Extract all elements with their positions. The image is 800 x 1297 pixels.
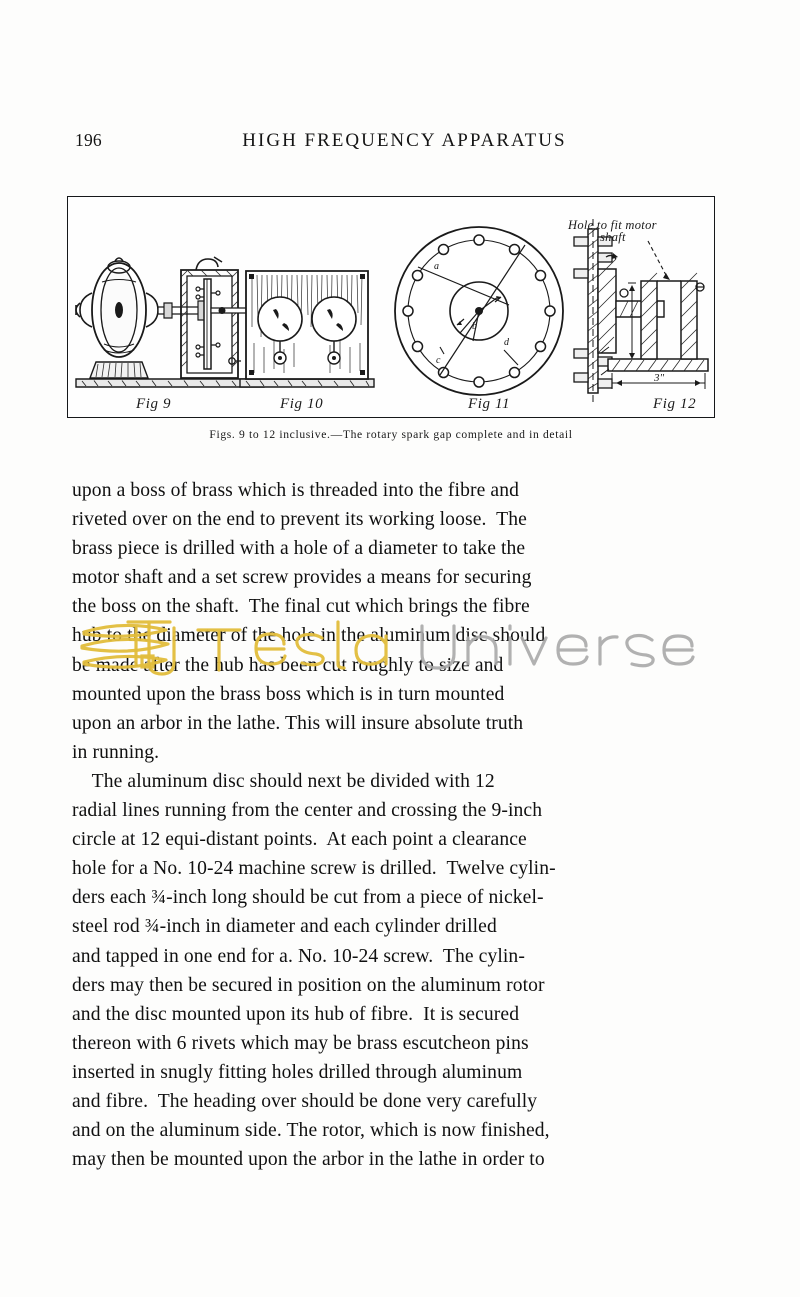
text-line: steel rod ¾-inch in diameter and each cylinder drilled [72, 916, 497, 938]
text-line: inserted in snugly fitting holes drilled through aluminum [72, 1061, 523, 1083]
svg-text:Fig 12: Fig 12 [653, 396, 697, 412]
text-line: motor shaft and a set screw provides a means for securing [72, 567, 532, 589]
text-line: the boss on the shaft. The final cut which brings the fibre [72, 596, 530, 618]
svg-text:Fig 10: Fig 10 [280, 396, 324, 412]
text-line: mounted upon the brass boss which is in turn mounted [72, 683, 505, 705]
text-line: The aluminum disc should next be divided with 12 [72, 770, 495, 792]
text-line: and on the aluminum side. The rotor, which is now finished, [72, 1120, 550, 1142]
svg-text:d: d [504, 337, 509, 348]
text-line: and tapped in one end for a. No. 10-24 screw. The cylin- [72, 945, 525, 967]
text-line: ders each ¾-inch long should be cut from a piece of nickel- [72, 887, 544, 909]
figure-dimension-label: 3" [654, 372, 665, 384]
body-text [72, 476, 708, 1174]
figure-plate [67, 196, 715, 418]
text-line: circle at 12 equi-distant points. At each point a clearance [72, 829, 527, 851]
figure-panel-fig10 [240, 271, 374, 387]
text-line: hole for a No. 10-24 machine screw is drilled. Twelve cylin- [72, 858, 556, 880]
svg-text:b: b [472, 321, 477, 332]
page-number: 196 [75, 130, 102, 150]
text-line: upon a boss of brass which is threaded into the fibre and [72, 480, 519, 501]
text-line: and fibre. The heading over should be done very carefully [72, 1090, 538, 1112]
svg-text:shaft: shaft [600, 230, 626, 244]
svg-text:Fig 9: Fig 9 [136, 396, 172, 412]
text-line: hub to the diameter of the hole in the aluminum disc should [72, 625, 546, 647]
text-line: in running. [72, 741, 160, 763]
text-line: upon an arbor in the lathe. This will insure absolute truth [72, 712, 524, 734]
figure-panel-fig11 [395, 219, 664, 403]
figure-panel-fig9 [76, 257, 264, 387]
text-line: brass piece is drilled with a hole of a diameter to take the [72, 538, 526, 560]
svg-text:Fig 11: Fig 11 [468, 396, 511, 412]
running-head [75, 130, 725, 156]
text-line: and the disc mounted upon its hub of fibre. It is secured [72, 1003, 520, 1025]
text-line: may then be mounted upon the arbor in the lathe in order to [72, 1149, 545, 1171]
text-line: be made after the hub has been cut roughly to size and [72, 654, 504, 676]
text-line: ders may then be secured in position on the aluminum rotor [72, 974, 545, 996]
text-line: radial lines running from the center and crossing the 9-inch [72, 800, 543, 822]
text-line: riveted over on the end to prevent its working loose. The [72, 509, 527, 531]
svg-text:c: c [436, 355, 441, 366]
figure-annotation-text: Hole to fit motor [568, 218, 657, 232]
svg-text:a: a [434, 261, 439, 272]
text-line: thereon with 6 rivets which may be brass escutcheon pins [72, 1032, 529, 1054]
page-title: HIGH FREQUENCY APPARATUS [242, 130, 567, 151]
figure-caption: Figs. 9 to 12 inclusive.—The rotary spark gap complete and in detail [209, 428, 573, 441]
